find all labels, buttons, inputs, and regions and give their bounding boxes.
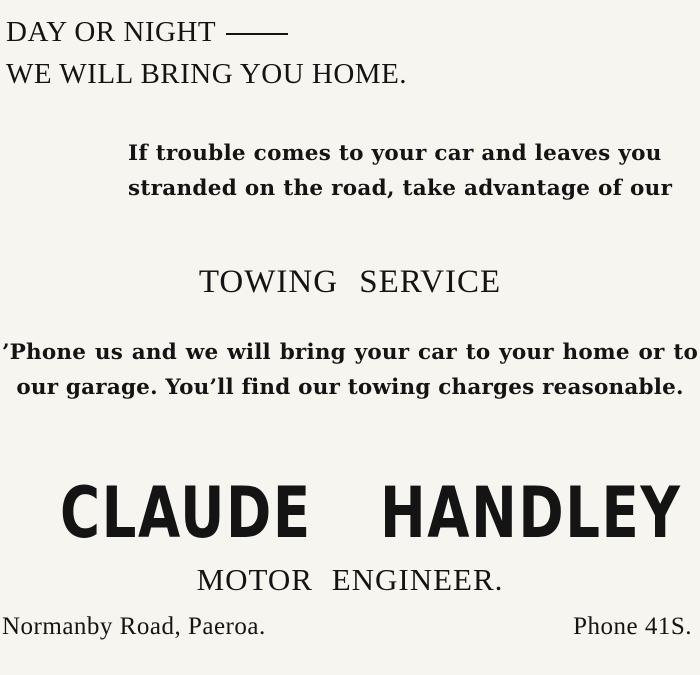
advertiser-trade: MOTOR ENGINEER. xyxy=(196,562,504,597)
headline-day-or-night: DAY OR NIGHT xyxy=(6,16,217,48)
advertiser-first-name: CLAUDE xyxy=(60,472,312,554)
advertiser-name xyxy=(0,472,700,554)
advertiser-last-name: HANDLEY xyxy=(380,472,682,554)
headline-line-2: WE WILL BRING YOU HOME. xyxy=(6,58,408,90)
advertiser-address: Normanby Road, Paeroa. xyxy=(2,613,266,640)
advertiser-phone: Phone 41S. xyxy=(573,613,692,640)
service-title: TOWING SERVICE xyxy=(198,264,502,300)
intro-paragraph: If trouble comes to your car and leaves you stranded on the road, take advantage of our xyxy=(128,141,673,201)
headline-dash xyxy=(226,33,288,35)
body-paragraph: ’Phone us and we will bring your car to your home or to our garage. You’ll find our towing charges reasonable. xyxy=(2,340,698,400)
contact-footer xyxy=(0,613,700,647)
headline-line-1 xyxy=(6,16,288,49)
